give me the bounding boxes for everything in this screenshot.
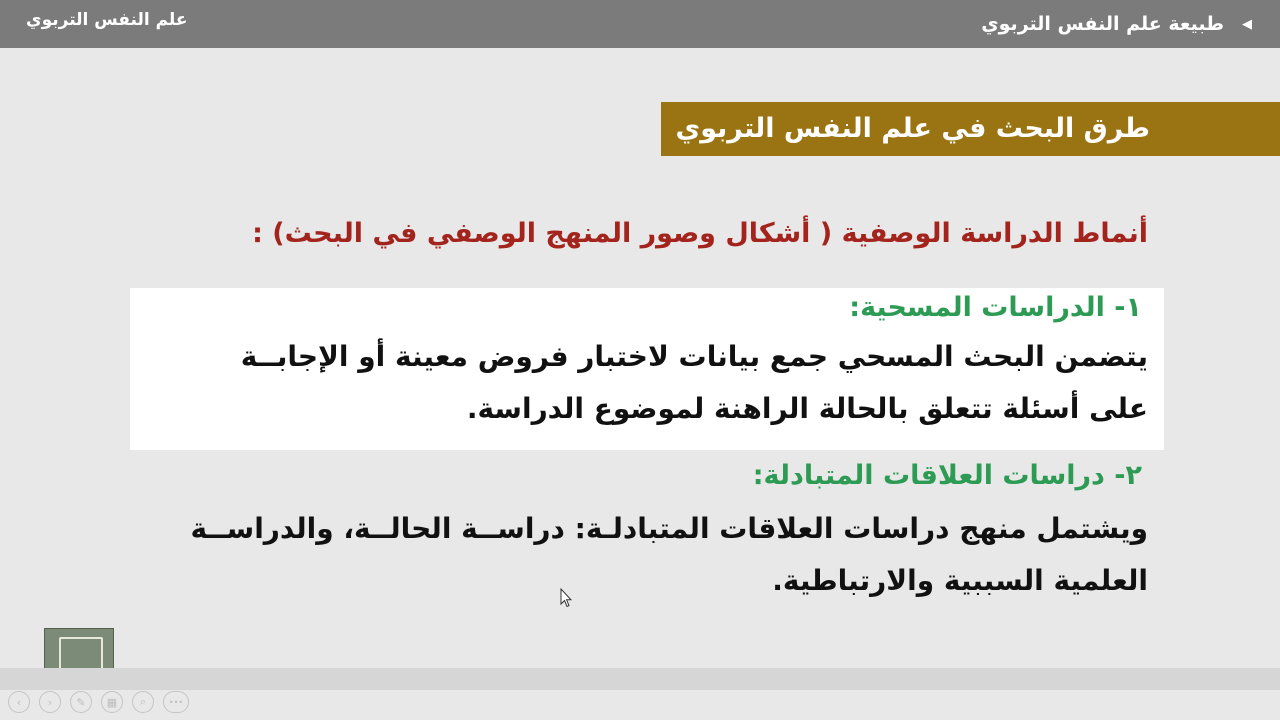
pen-tool-button[interactable]: ✎ — [70, 691, 92, 713]
next-slide-button[interactable]: › — [39, 691, 61, 713]
triangle-left-icon[interactable]: ◀ — [1242, 16, 1252, 32]
top-bar — [0, 0, 1280, 48]
section2-line1: ويشتمل منهج دراسات العلاقات المتبادلـة: دراســة الحالــة، والدراســة — [190, 512, 1148, 545]
section2-line2: العلمية السببية والارتباطية. — [772, 564, 1148, 597]
title-banner — [661, 102, 1280, 156]
mouse-cursor-icon — [560, 588, 572, 608]
zoom-button[interactable]: ⌕ — [132, 691, 154, 713]
previous-slide-button[interactable]: ‹ — [8, 691, 30, 713]
slides-overview-button[interactable]: ▦ — [101, 691, 123, 713]
bottom-strip — [0, 668, 1280, 690]
course-title: علم النفس التربوي — [26, 10, 188, 30]
slide-title: طبيعة علم النفس التربوي — [981, 13, 1224, 35]
banner-title: طرق البحث في علم النفس التربوي — [675, 113, 1150, 144]
player-controls — [8, 690, 189, 714]
section1-line1: يتضمن البحث المسحي جمع بيانات لاختبار فروض معينة أو الإجابــة — [240, 340, 1148, 373]
more-options-button[interactable]: ••• — [163, 691, 189, 713]
section1-title: ١- الدراسات المسحية: — [849, 292, 1142, 323]
slide-title-group — [981, 0, 1252, 48]
section2-title: ٢- دراسات العلاقات المتبادلة: — [752, 460, 1142, 491]
section1-line2: على أسئلة تتعلق بالحالة الراهنة لموضوع الدراسة. — [466, 392, 1148, 425]
section-heading: أنماط الدراسة الوصفية ( أشكال وصور المنهج الوصفي في البحث) : — [252, 218, 1148, 249]
